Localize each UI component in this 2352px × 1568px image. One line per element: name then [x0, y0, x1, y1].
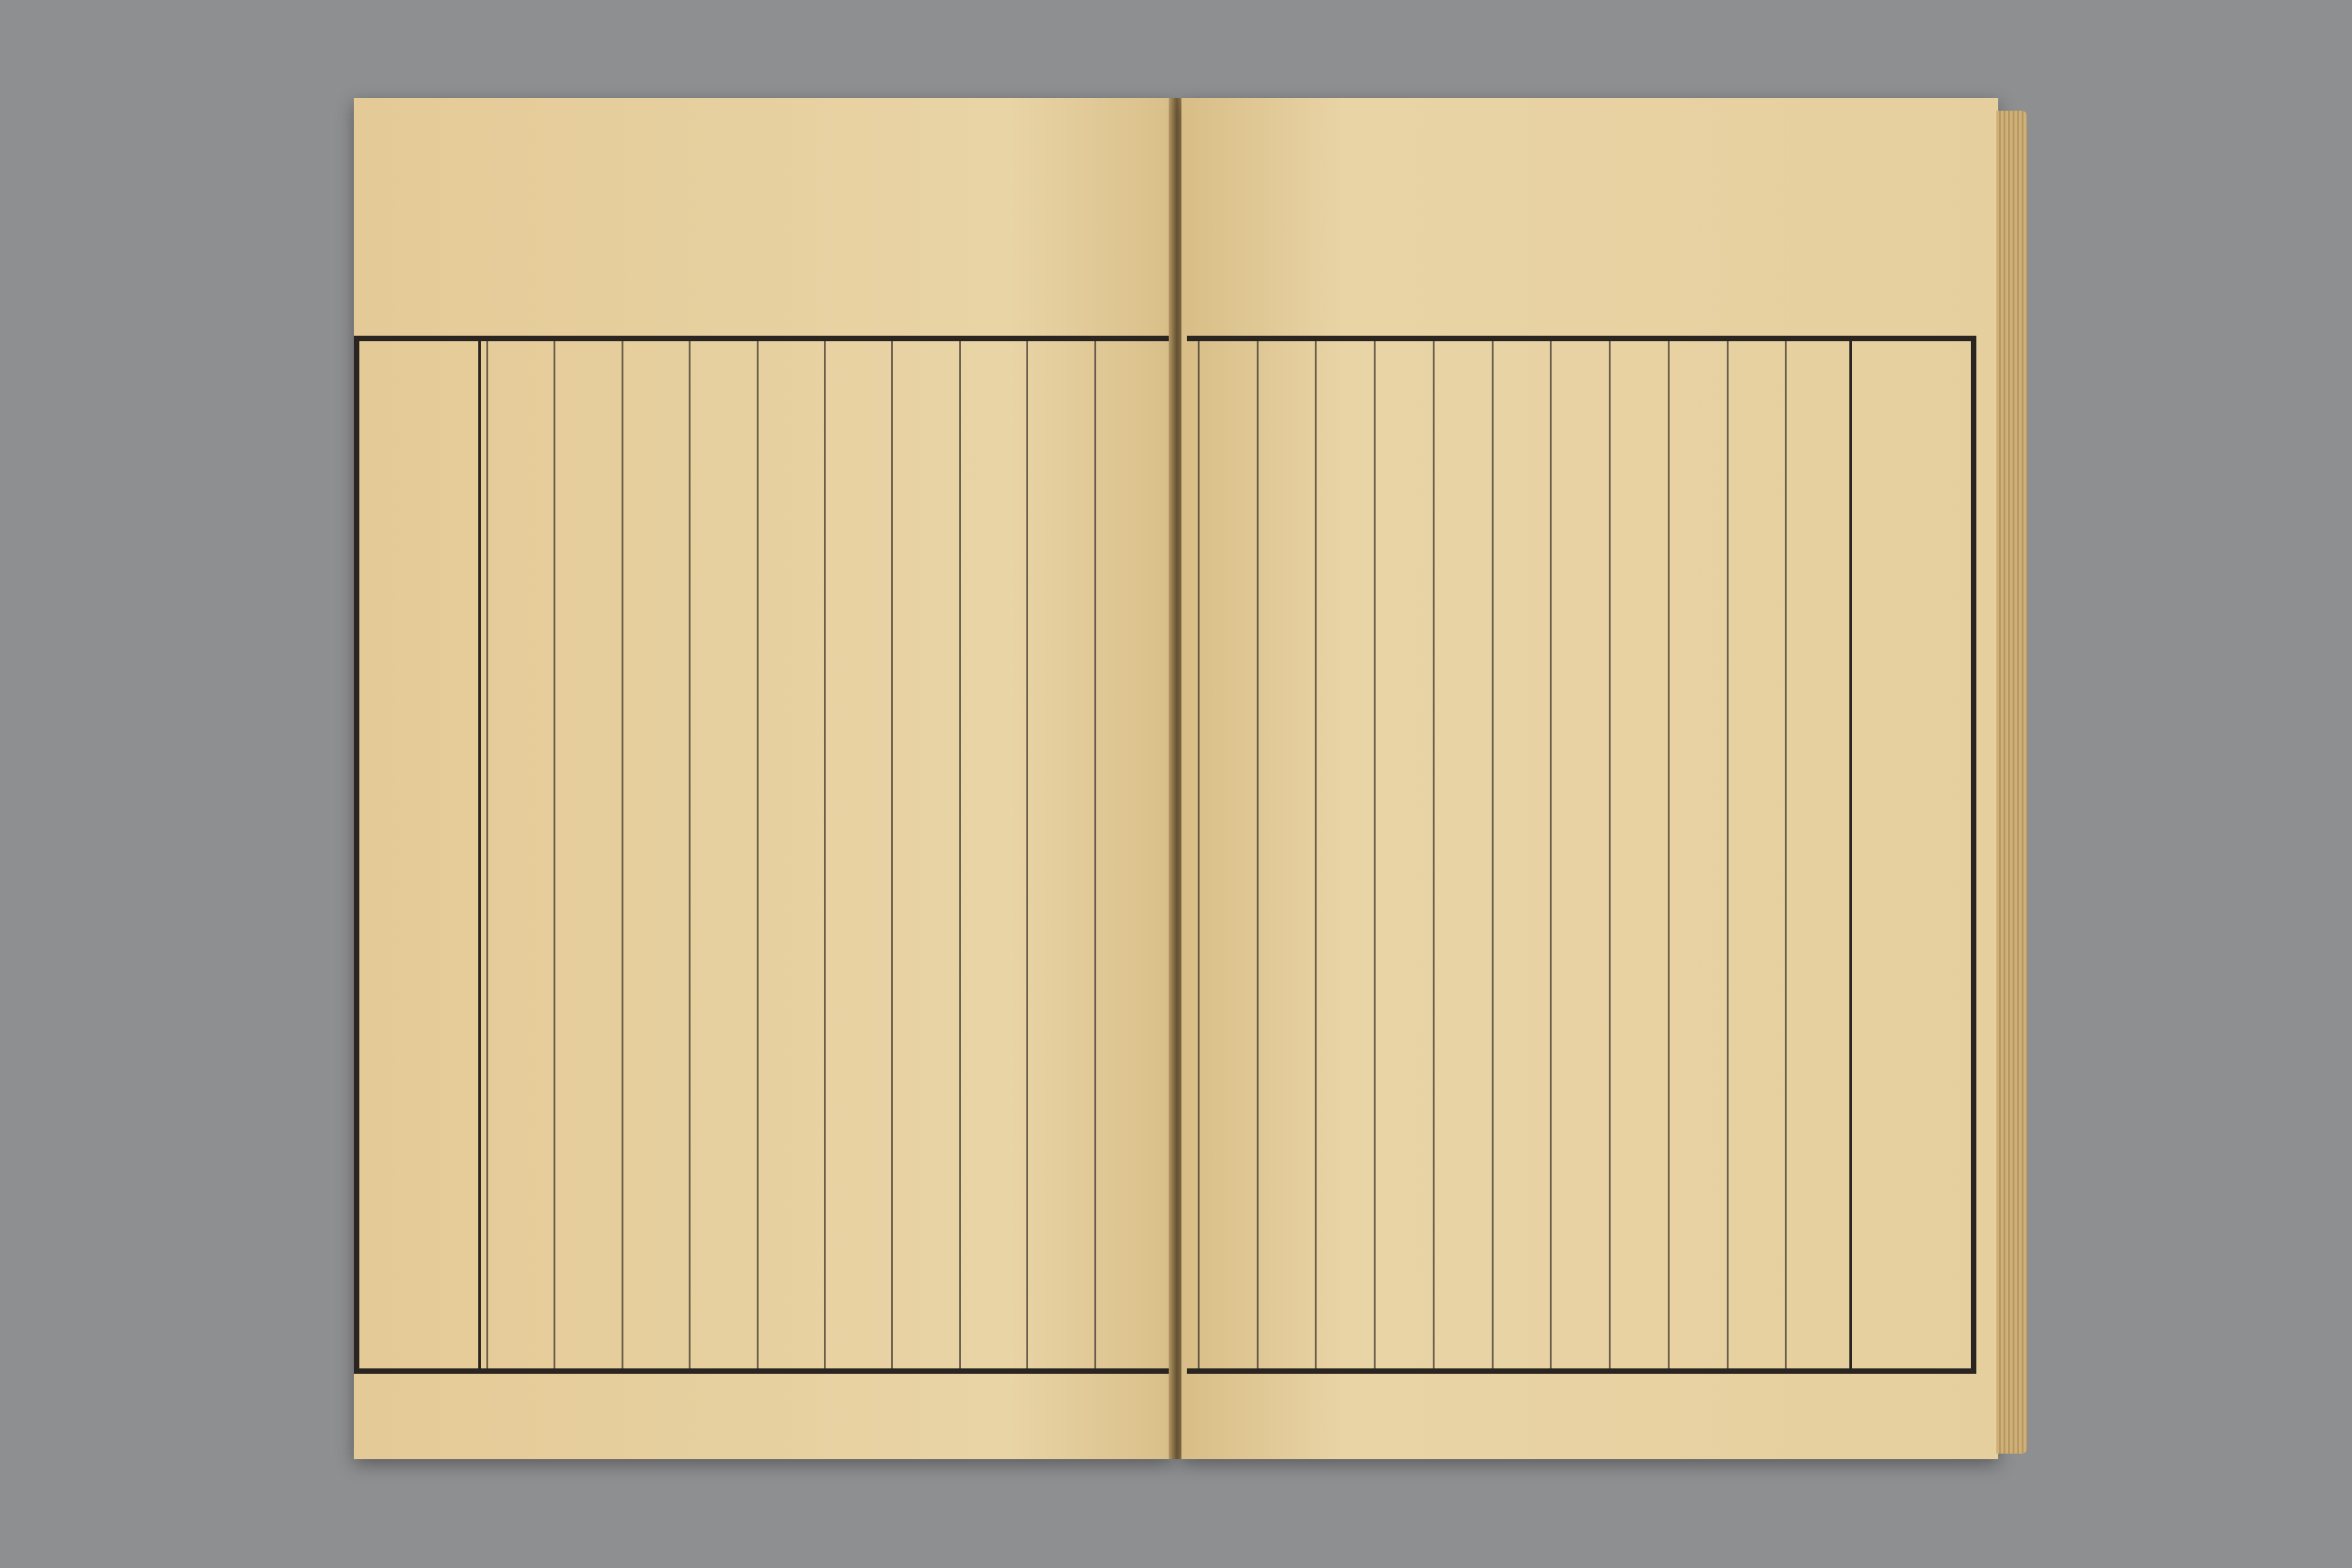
- text-column: [1550, 341, 1609, 1368]
- text-column: [1257, 341, 1316, 1368]
- left-page: [354, 98, 1172, 1459]
- text-column: [1609, 341, 1668, 1368]
- text-column: [1727, 341, 1786, 1368]
- text-column: [554, 341, 621, 1368]
- right-margin-title: [1849, 341, 1964, 1368]
- text-column: [622, 341, 689, 1368]
- text-column: [1374, 341, 1433, 1368]
- text-column: [1433, 341, 1492, 1368]
- text-column: [486, 341, 554, 1368]
- left-text-frame: [354, 336, 1174, 1374]
- left-columns: [486, 341, 1161, 1368]
- text-column: [689, 341, 756, 1368]
- text-column: [959, 341, 1026, 1368]
- left-margin-title: [367, 341, 481, 1368]
- page-edges: [1996, 111, 2027, 1454]
- text-column: [1668, 341, 1727, 1368]
- right-text-frame: [1187, 336, 1976, 1374]
- text-column: [1198, 341, 1257, 1368]
- book-spread: [354, 98, 2024, 1459]
- text-column: [757, 341, 824, 1368]
- text-column: [1026, 341, 1093, 1368]
- right-page: [1181, 98, 1998, 1459]
- text-column: [1094, 341, 1161, 1368]
- text-column: [1785, 341, 1844, 1368]
- text-column: [891, 341, 958, 1368]
- text-column: [1315, 341, 1374, 1368]
- right-columns: [1198, 341, 1844, 1368]
- text-column: [824, 341, 891, 1368]
- text-column: [1492, 341, 1551, 1368]
